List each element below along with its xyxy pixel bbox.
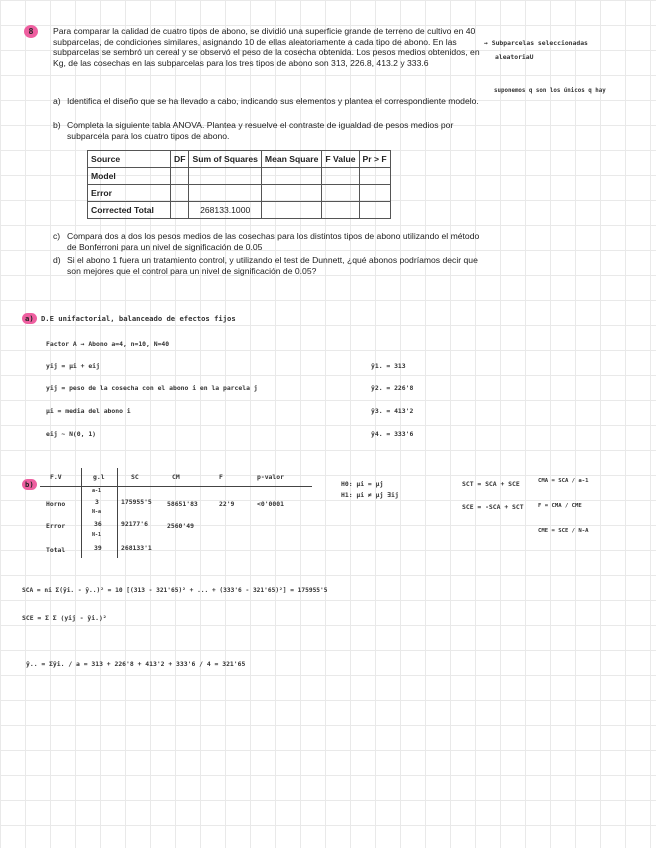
col-p: Pr > F (359, 151, 390, 168)
hw-df-formula: N-1 (92, 532, 102, 538)
factor-line: Factor A → Abono a=4, n=10, N=40 (46, 340, 170, 348)
anova-row-model (88, 168, 391, 185)
sce-formula: SCE = -SCA + SCT (462, 503, 524, 511)
sct-formula: SCT = SCA + SCE (462, 480, 520, 488)
arrow-icon: → (484, 39, 488, 47)
mu-definition: μi = media del abono i (46, 407, 131, 415)
row-label: Corrected Total (88, 202, 171, 219)
part-a-label: a) (22, 313, 37, 324)
part-a-heading (22, 314, 236, 323)
side-note-1: → Subparcelas seleccionadas (484, 39, 588, 47)
model-line: yij = μi + eij (46, 362, 100, 370)
f-formula: F = CMA / CME (538, 503, 582, 509)
hw-header-sc: SC (131, 473, 139, 481)
part-a-title: D.E unifactorial, balanceado de efectos fijos (40, 314, 236, 323)
cell (261, 168, 322, 185)
cell (171, 185, 189, 202)
table-divider (81, 468, 82, 558)
cell (189, 168, 261, 185)
part-b-label: b) (22, 479, 37, 490)
sca-equation: SCA = ni Σ(ȳi. - ȳ..)² = 10 [(313 - 321'65)² + ... + (333'6 - 321'65)²] = 175955'5 (22, 587, 328, 594)
cme-formula: CME = SCE / N-A (538, 528, 589, 534)
hw-source: Total (46, 546, 66, 554)
hw-df: 36 (94, 520, 102, 528)
hw-header-f: F (219, 473, 223, 481)
problem-number-badge: 8 (24, 25, 38, 38)
hw-header-fv: F.V (50, 473, 62, 481)
col-ms: Mean Square (261, 151, 322, 168)
part-b-heading (22, 480, 37, 489)
alt-hypothesis: H1: μi ≠ μj ∃ij (341, 491, 399, 499)
cell (322, 202, 359, 219)
cell (261, 202, 322, 219)
cell (189, 185, 261, 202)
table-divider (117, 468, 118, 558)
hw-df-formula: N-a (92, 509, 102, 515)
hw-header-gl: g.l (93, 473, 105, 481)
cell (171, 202, 189, 219)
item-text: Compara dos a dos los pesos medios de las cosechas para los distintos tipos de abono utilizando el método de Bonferroni para un nivel de significación de 0.05 (67, 231, 480, 252)
problem-intro: Para comparar la calidad de cuatro tipos de abono, se dividió una superficie grande de terreno de cultivo en 40 subparcelas, de condiciones similares, asignando 10 de ellas aleatoriamente a cada tipo de abono. En las subparcelas se sembró un cereal y se observó el peso de la cosecha obtenida. Los pesos medios obtenidos, en Kg, de las cosechas en las subparcelas para los tres tipos de abono son 313, 226.8, 413.2 y 333.6 (53, 26, 480, 68)
hw-p: <0'0001 (257, 500, 284, 508)
anova-header-row (88, 151, 391, 168)
col-f: F Value (322, 151, 359, 168)
cell-total-ss: 268133.1000 (189, 202, 261, 219)
hw-df: 3 (95, 498, 99, 506)
hw-df: 39 (94, 544, 102, 552)
row-label: Error (88, 185, 171, 202)
hw-df-formula: a-1 (92, 488, 102, 494)
mean-3: ȳ3. = 413'2 (371, 407, 414, 415)
mean-1: ȳ1. = 313 (371, 362, 406, 370)
cell (261, 185, 322, 202)
mean-4: ȳ4. = 333'6 (371, 430, 414, 438)
item-text: Si el abono 1 fuera un tratamiento control, y utilizando el test de Dunnett, ¿qué abonos podríamos decir que son mejores que el control para un nivel de significación de 0.05? (67, 255, 478, 276)
hw-cm: 58651'83 (167, 500, 198, 508)
cell (359, 202, 390, 219)
item-label: d) (53, 255, 61, 265)
side-note-2: aleatoriaU (495, 53, 534, 61)
hw-source: Horno (46, 500, 66, 508)
col-source: Source (88, 151, 171, 168)
mean-2: ȳ2. = 226'8 (371, 384, 414, 392)
anova-table (87, 150, 391, 219)
anova-row-total (88, 202, 391, 219)
cma-formula: CMA = SCA / a-1 (538, 478, 589, 484)
hw-sc: 175955'5 (121, 498, 152, 506)
yij-definition: yij = peso de la cosecha con el abono i en la parcela j (46, 384, 258, 392)
col-ss: Sum of Squares (189, 151, 261, 168)
sce-equation: SCE = Σ Σ (yij - ȳi.)² (22, 614, 107, 622)
item-label: b) (53, 120, 61, 130)
cell (322, 185, 359, 202)
null-hypothesis: H0: μi = μj (341, 480, 384, 488)
col-df: DF (171, 151, 189, 168)
error-definition: eij ~ N(0, 1) (46, 430, 97, 438)
cell (359, 185, 390, 202)
cell (359, 168, 390, 185)
item-label: c) (53, 231, 61, 241)
cell (322, 168, 359, 185)
hw-source: Error (46, 522, 66, 530)
item-text: Identifica el diseño que se ha llevado a cabo, indicando sus elementos y plantea el correspondiente modelo. (67, 96, 479, 106)
item-label: a) (53, 96, 61, 106)
side-note-3: suponemos q son los únicos q hay (494, 88, 606, 94)
row-label: Model (88, 168, 171, 185)
anova-row-error (88, 185, 391, 202)
cell (171, 168, 189, 185)
hw-sc: 268133'1 (121, 544, 152, 552)
item-text: Completa la siguiente tabla ANOVA. Plantea y resuelve el contraste de igualdad de pesos medios por subparcela para los cuatro tipos de abono. (67, 120, 454, 141)
hw-header-cm: CM (172, 473, 180, 481)
grand-mean-equation: ȳ.. = Σȳi. / a = 313 + 226'8 + 413'2 + 333'6 / 4 = 321'65 (26, 660, 246, 668)
hw-sc: 92177'6 (121, 520, 148, 528)
hw-f: 22'9 (219, 500, 235, 508)
hw-cm: 2560'49 (167, 522, 194, 530)
hw-header-p: p-valor (257, 473, 284, 481)
